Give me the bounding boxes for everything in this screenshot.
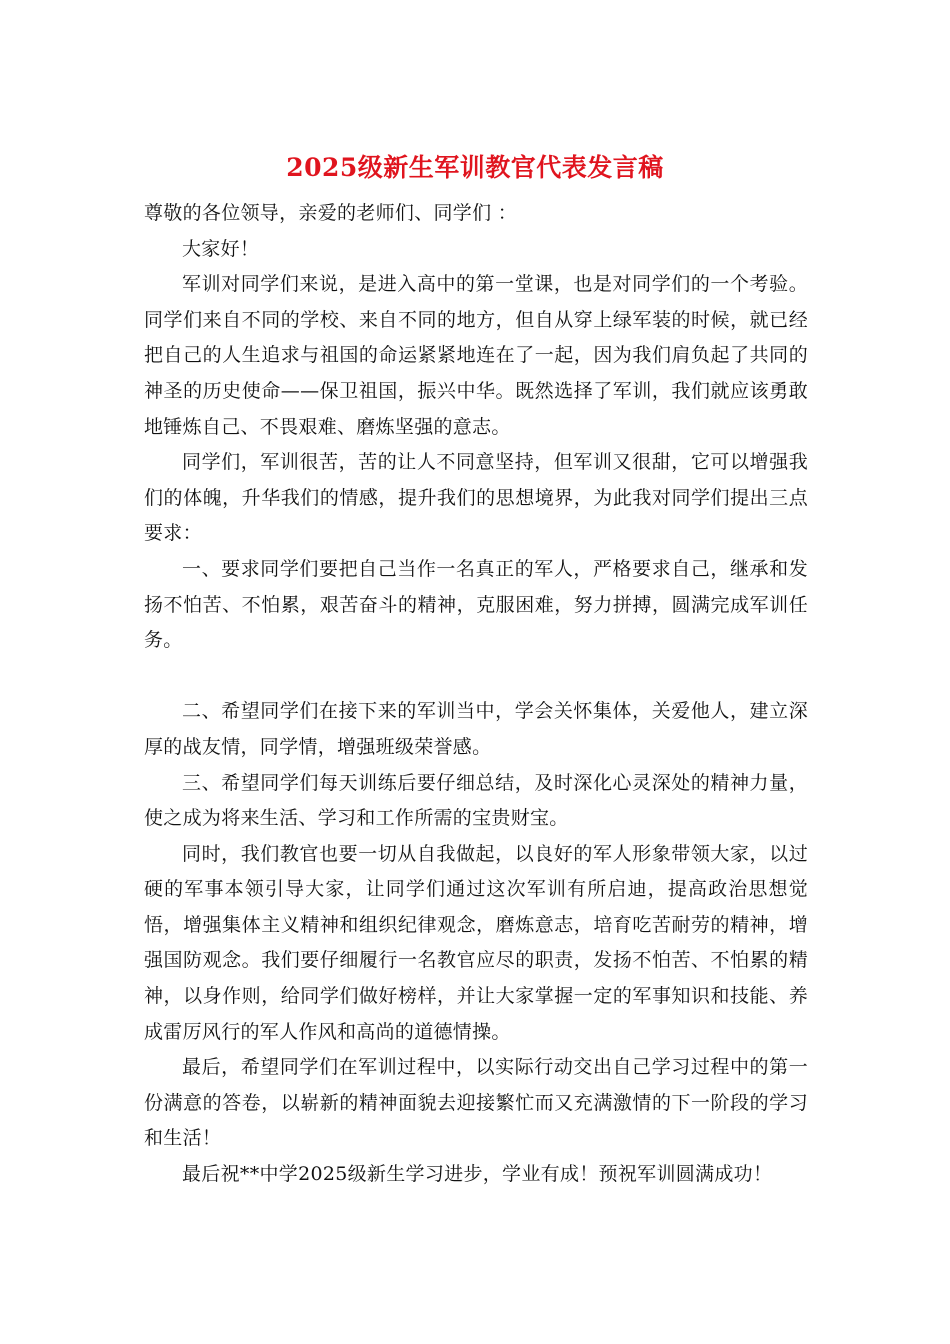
- requirement-paragraph-2: 二、希望同学们在接下来的军训当中，学会关怀集体，关爱他人，建立深厚的战友情，同学情，增强班级荣誉感。: [144, 700, 808, 758]
- requirement-paragraph-3: 三、希望同学们每天训练后要仔细总结，及时深化心灵深处的精神力量，使之成为将来生活、学习和工作所需的宝贵财宝。: [144, 771, 808, 830]
- salutation: 尊敬的各位领导，亲爱的老师们、同学们 ：: [144, 202, 518, 224]
- body-paragraph: 同时，我们教官也要一切从自我做起，以良好的军人形象带领大家，以过硬的军事本领引导大家，让同学们通过这次军训有所启迪，提高政治思想觉悟，增强集体主义精神和组织纪律观念，磨炼意志，培育吃苦耐劳的精神，增强国防观念。我们要仔细履行一名教官应尽的职责，发扬不怕苦、不怕累的精神，以身作则，给同学们做好榜样，并让大家掌握一定的军事知识和技能、养成雷厉风行的军人作风和高尚的道德情操。: [144, 842, 808, 1043]
- greeting-paragraph: 大家好！: [182, 237, 260, 260]
- document-body: [144, 196, 808, 1193]
- body-paragraph: 同学们，军训很苦，苦的让人不同意坚持，但军训又很甜，它可以增强我们的体魄，升华我们的情感，提升我们的思想境界，为此我对同学们提出三点要求：: [144, 451, 808, 545]
- closing-paragraph: 最后祝**中学2025级新生学习进步，学业有成！预祝军训圆满成功！: [182, 1163, 773, 1186]
- body-paragraph: 军训对同学们来说，是进入高中的第一堂课，也是对同学们的一个考验。同学们来自不同的学校、来自不同的地方，但自从穿上绿军装的时候，就已经把自己的人生追求与祖国的命运紧紧地连在了一起，因为我们肩负起了共同的神圣的历史使命——保卫祖国，振兴中华。既然选择了军训，我们就应该勇敢地锤炼自己、不畏艰难、磨炼坚强的意志。: [144, 273, 808, 438]
- requirement-paragraph-1: 一、要求同学们要把自己当作一名真正的军人，严格要求自己，继承和发扬不怕苦、不怕累，艰苦奋斗的精神，克服困难，努力拼搏，圆满完成军训任务。: [144, 557, 808, 652]
- document-title: 2025级新生军训教官代表发言稿: [286, 153, 664, 182]
- body-paragraph: 最后，希望同学们在军训过程中，以实际行动交出自己学习过程中的第一份满意的答卷，以崭新的精神面貌去迎接繁忙而又充满激情的下一阶段的学习和生活！: [144, 1056, 808, 1150]
